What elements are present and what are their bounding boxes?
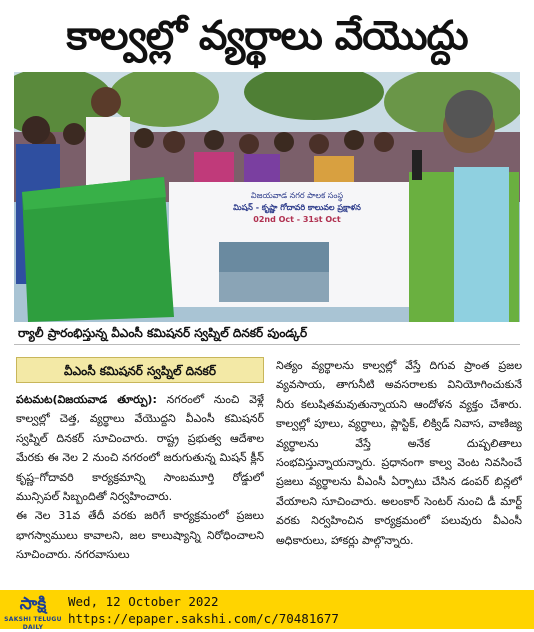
news-photo	[14, 72, 520, 322]
article-column-left	[16, 390, 264, 580]
logo-subtext: SAKSHI TELUGU DAILY	[4, 616, 62, 631]
logo-text: సాక్షి	[19, 594, 47, 614]
epaper-url[interactable]: https://epaper.sakshi.com/c/70481677	[68, 611, 339, 626]
article-paragraph-1	[16, 390, 264, 506]
footer-bar	[0, 590, 534, 629]
caption-rule	[14, 344, 520, 345]
sakshi-logo	[4, 592, 62, 631]
article-paragraph-2: ఈ నెల 31వ తేదీ వరకు జరిగే కార్యక్రమంలో ప్రజలు భాగస్వాములు కావాలని, జల కాలుష్యాన్ని నిరోధించాలని సూచించారు. నగరవాసులు	[16, 509, 264, 562]
publication-date: Wed, 12 October 2022	[68, 594, 219, 609]
headline: కాల్వల్లో వ్యర్థాలు వేయొద్దు	[66, 13, 468, 59]
photo-caption: ర్యాలీ ప్రారంభిస్తున్న వీఎంసీ కమిషనర్ స్వప్నిల్ దినకర్ పుండ్కర్	[14, 323, 520, 343]
banner-title: విజయవాడ నగర పాలక సంస్థ	[250, 191, 344, 200]
article-subhead: వీఎంసీ కమిషనర్ స్వప్నిల్ దినకర్	[16, 357, 264, 383]
banner-subtitle: మిషన్ - కృష్ణా గోదావరి కాలువల ప్రక్షాళన	[233, 203, 361, 212]
banner-date: 02nd Oct - 31st Oct	[253, 215, 341, 224]
paragraph-1-text: నగరంలో నుంచి వెళ్లే కాల్వల్లో చెత్త, వ్యర్థాలు వేయొద్దని వీఎంసీ కమిషనర్ స్వప్నిల్ దినకర్ సూచించారు. రాష్ట్ర ప్రభుత్వ ఆదేశాల మేరకు ఈ నెల 2 నుంచి నగరంలో జరుగుతున్న మిషన్ క్లీన్ కృష్ణ–గోదావరి కార్యక్రమాన్ని సాంబమూర్తి రోడ్డులో మున్సిపల్ సిబ్బందితో నిర్వహించారు.	[16, 393, 264, 504]
article-column-right	[276, 356, 522, 582]
dateline: పటమట(విజయవాడ తూర్పు):	[16, 393, 157, 406]
article-paragraph-3: నిత్యం వ్యర్థాలను కాల్వల్లో వేస్తే దిగువ ప్రాంత ప్రజల వ్యవసాయ, తాగునీటి అవసరాలకు వినియోగించుకునే నీరు కలుషితమవుతున్నాయని ఆందోళన వ్యక్తం చేశారు. కాల్వల్లో పూలు, వ్యర్థాలు, ప్లాస్టిక్, లిక్విడ్ నివాస, వాణిజ్య వ్యర్థాలను వేస్తే అనేక దుష్పలితాలు సంభవిస్తున్నాయన్నారు. ప్రధానంగా కాల్వ వెంట నివసించే ప్రజలు వ్యర్థాలను వీఎంసీ ఏర్పాటు చేసిన డంపర్ బిన్లలో వేయాలని సూచించారు. అలంకార్ సెంటర్ నుంచి డీ మార్ట్ వరకు నిర్వహించిన కార్యక్రమంలో పలువురు వీఎంసీ అధికారులు, హాకర్లు పాల్గొన్నారు.	[276, 359, 522, 547]
